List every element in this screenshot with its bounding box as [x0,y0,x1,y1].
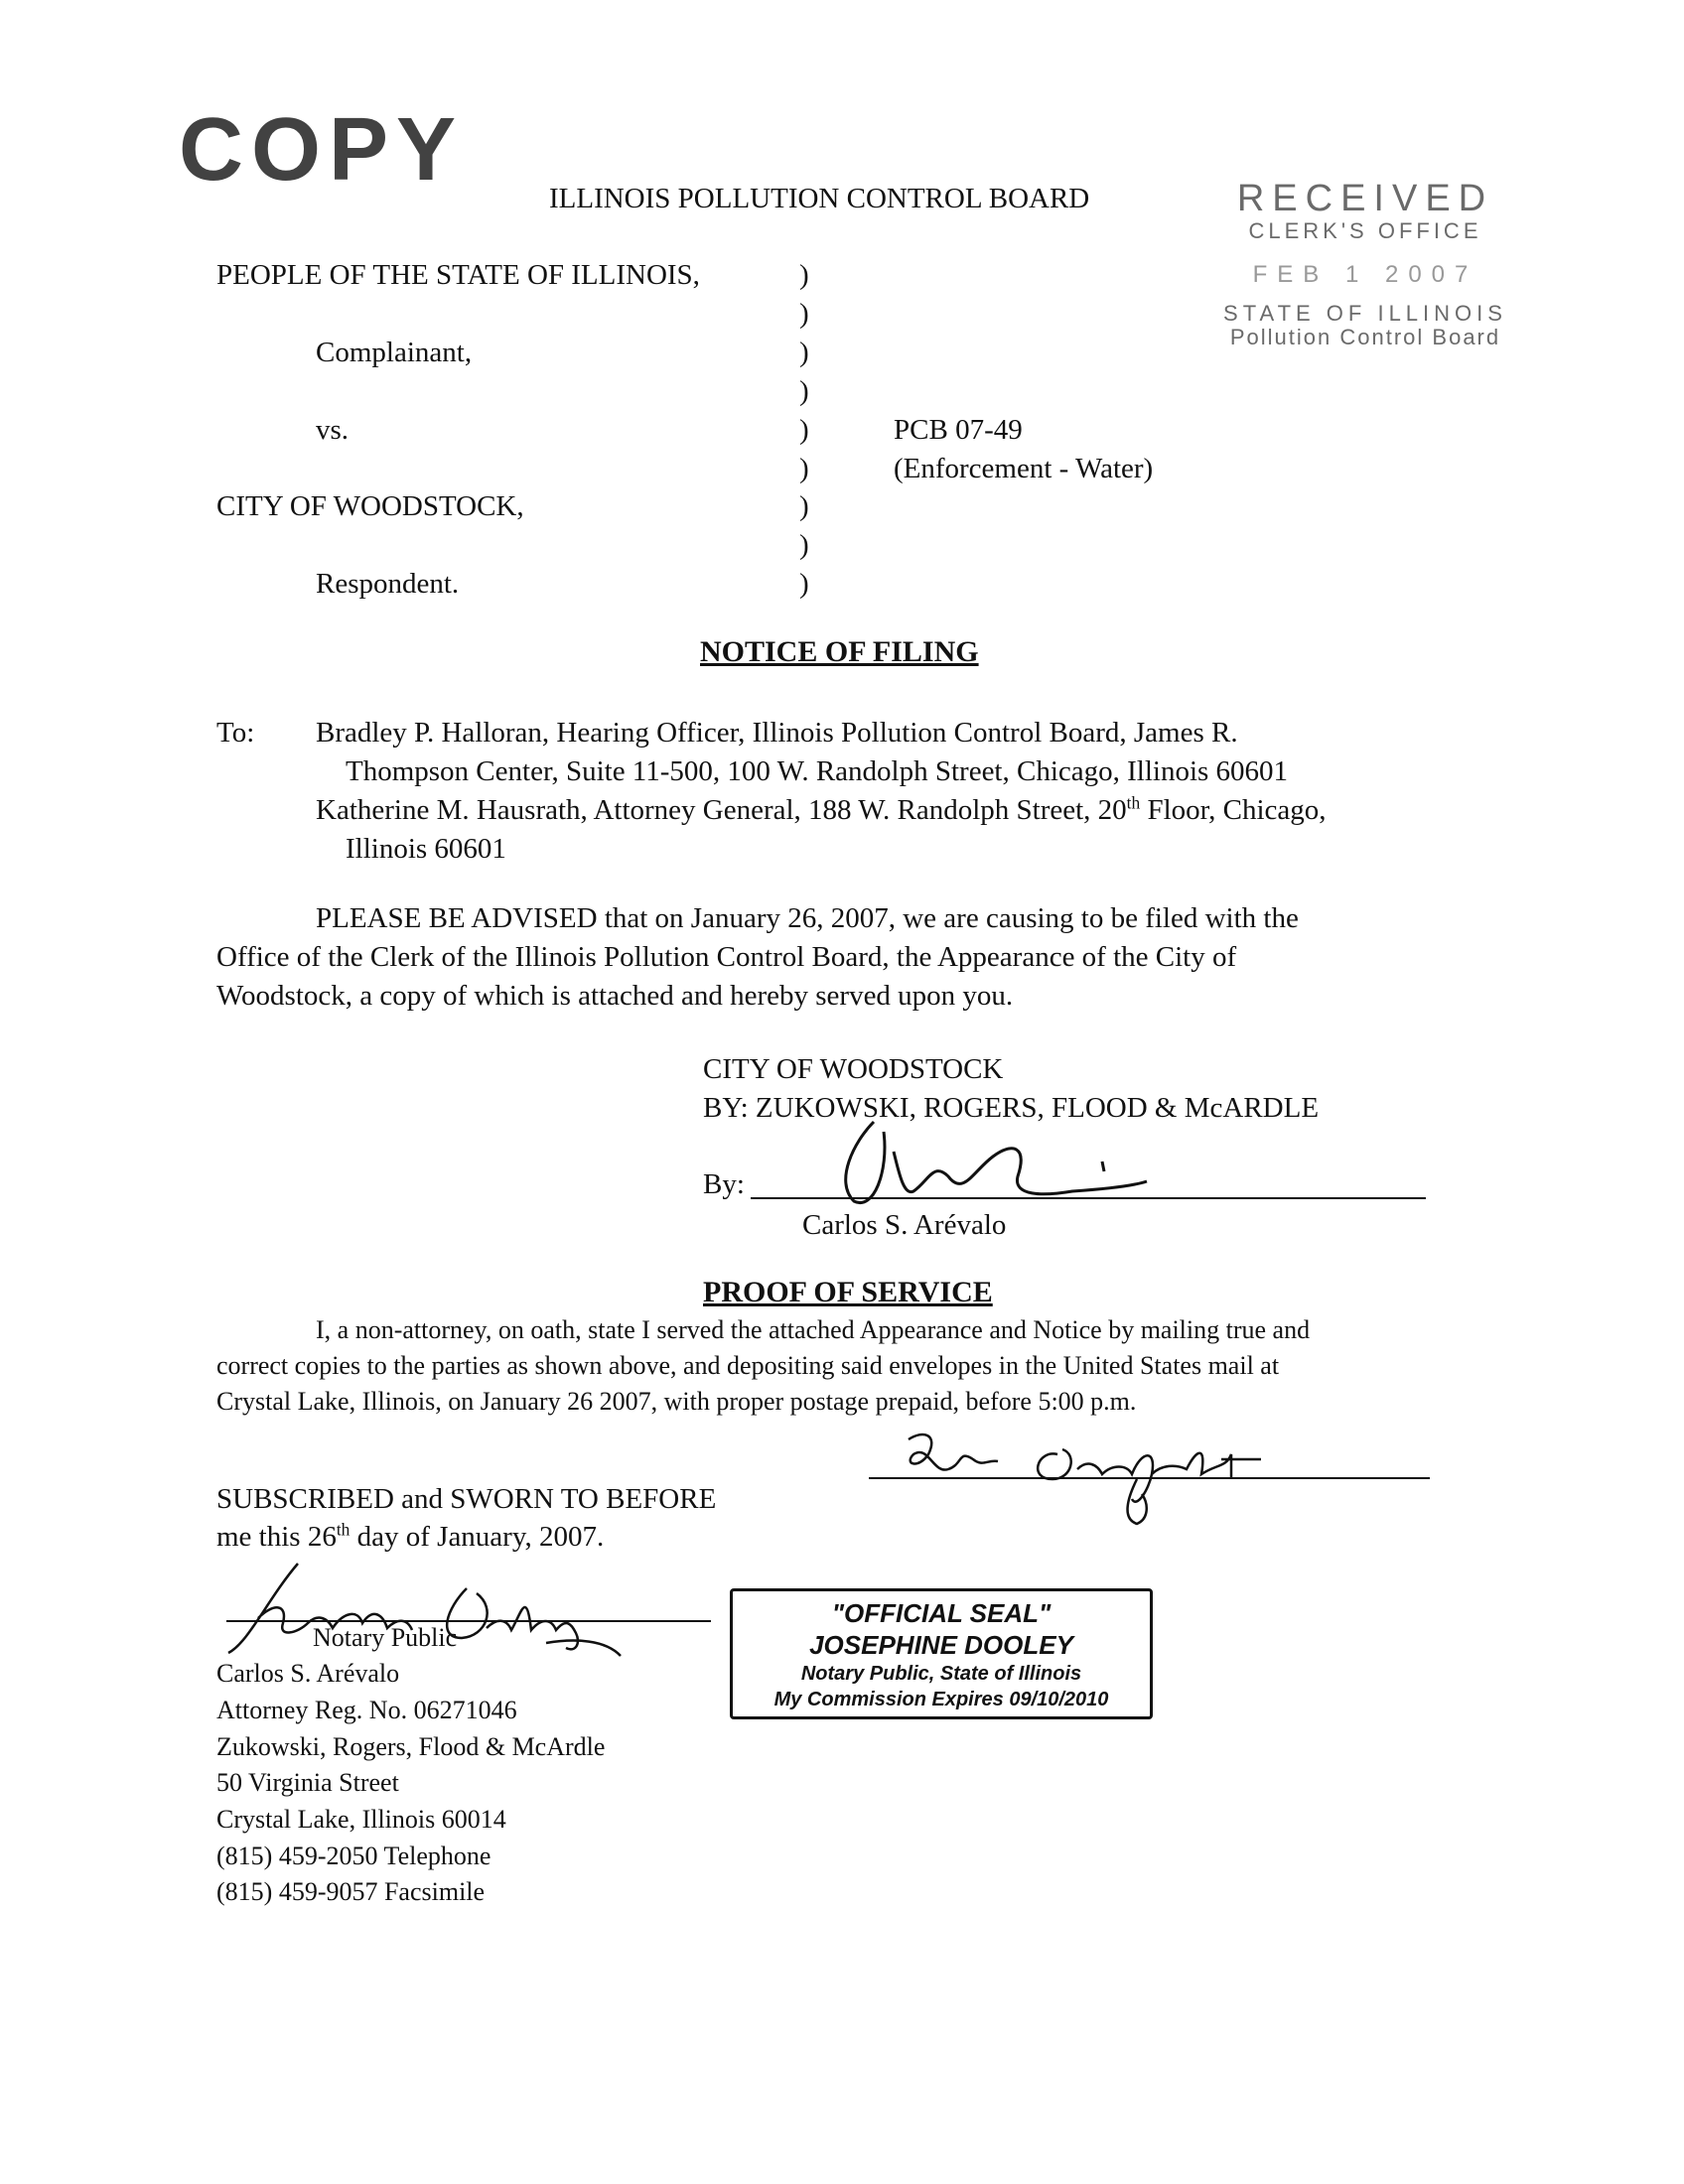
attorney-reg: Attorney Reg. No. 06271046 [216,1696,517,1724]
caption-plaintiff: PEOPLE OF THE STATE OF ILLINOIS, [216,259,700,291]
proof-line3: Crystal Lake, Illinois, on January 26 2007, with proper postage prepaid, before 5:00 p.m. [216,1387,1137,1416]
caption-plaintiff-role: Complainant, [316,337,473,368]
board-title: ILLINOIS POLLUTION CONTROL BOARD [549,183,1090,214]
proof-line2: correct copies to the parties as shown above, and depositing said envelopes in the United States mail at [216,1351,1280,1380]
caption-defendant-role: Respondent. [316,568,460,600]
jurat-line1: SUBSCRIBED and SWORN TO BEFORE [216,1483,717,1515]
seal-expiry: My Commission Expires 09/10/2010 [773,1689,1109,1710]
signature-affiant [889,1420,1306,1529]
recipient-1-line1: Bradley P. Halloran, Hearing Officer, Illinois Pollution Control Board, James R. [316,717,1238,749]
received-stamp [1221,179,1509,349]
signature-entity: CITY OF WOODSTOCK [703,1053,1004,1085]
advised-line2: Office of the Clerk of the Illinois Pollution Control Board, the Appearance of the City of [216,941,1237,973]
attorney-firm: Zukowski, Rogers, Flood & McArdle [216,1732,606,1761]
caption-paren: ) [799,375,809,407]
copy-stamp: COPY [179,100,465,200]
caption-paren: ) [799,298,809,330]
caption-paren: ) [799,490,809,522]
caption-paren: ) [799,453,809,484]
caption-paren: ) [799,259,809,291]
proof-heading: PROOF OF SERVICE [703,1276,993,1308]
attorney-phone: (815) 459-2050 Telephone [216,1842,491,1870]
to-label: To: [216,717,255,749]
recipient-2-line2: Illinois 60601 [346,833,506,865]
attorney-fax: (815) 459-9057 Facsimile [216,1877,486,1906]
received-stamp-date: FEB 1 2007 [1252,261,1478,288]
attorney-name: Carlos S. Arévalo [216,1659,400,1688]
caption-paren: ) [799,337,809,368]
notice-heading: NOTICE OF FILING [700,635,979,668]
received-stamp-line4: STATE OF ILLINOIS [1223,301,1507,326]
attorney-city: Crystal Lake, Illinois 60014 [216,1805,506,1834]
jurat-line2: me this 26th day of January, 2007. [216,1519,605,1553]
caption-paren: ) [799,568,809,600]
recipient-2-line1: Katherine M. Hausrath, Attorney General, 188 W. Randolph Street, 20th Floor, Chicago, [316,792,1327,826]
official-seal-stamp [730,1588,1153,1719]
caption-versus: vs. [316,414,350,446]
signature-arevalo [814,1102,1172,1211]
caption-paren: ) [799,529,809,561]
advised-line1: PLEASE BE ADVISED that on January 26, 2007, we are causing to be filed with the [316,902,1299,934]
received-stamp-line1: RECEIVED [1236,178,1494,219]
caption-paren: ) [799,414,809,446]
notary-public-label: Notary Public [313,1623,458,1652]
signer-name: Carlos S. Arévalo [802,1209,1007,1241]
case-number: PCB 07-49 [894,414,1023,446]
caption-defendant: CITY OF WOODSTOCK, [216,490,524,522]
seal-title: "OFFICIAL SEAL" [831,1598,1052,1628]
seal-name: JOSEPHINE DOOLEY [809,1630,1073,1660]
recipient-1-line2: Thompson Center, Suite 11-500, 100 W. Randolph Street, Chicago, Illinois 60601 [346,755,1289,787]
case-type: (Enforcement - Water) [894,453,1154,484]
received-stamp-line2: CLERK'S OFFICE [1248,218,1482,243]
seal-state: Notary Public, State of Illinois [800,1663,1082,1685]
advised-line3: Woodstock, a copy of which is attached and hereby served upon you. [216,980,1014,1012]
attorney-street: 50 Virginia Street [216,1768,399,1797]
signature-firm: BY: ZUKOWSKI, ROGERS, FLOOD & McARDLE [703,1092,1320,1124]
received-stamp-line5: Pollution Control Board [1229,325,1501,349]
signature-by-label: By: [703,1168,745,1200]
proof-line1: I, a non-attorney, on oath, state I served the attached Appearance and Notice by mailing true and [316,1315,1311,1344]
